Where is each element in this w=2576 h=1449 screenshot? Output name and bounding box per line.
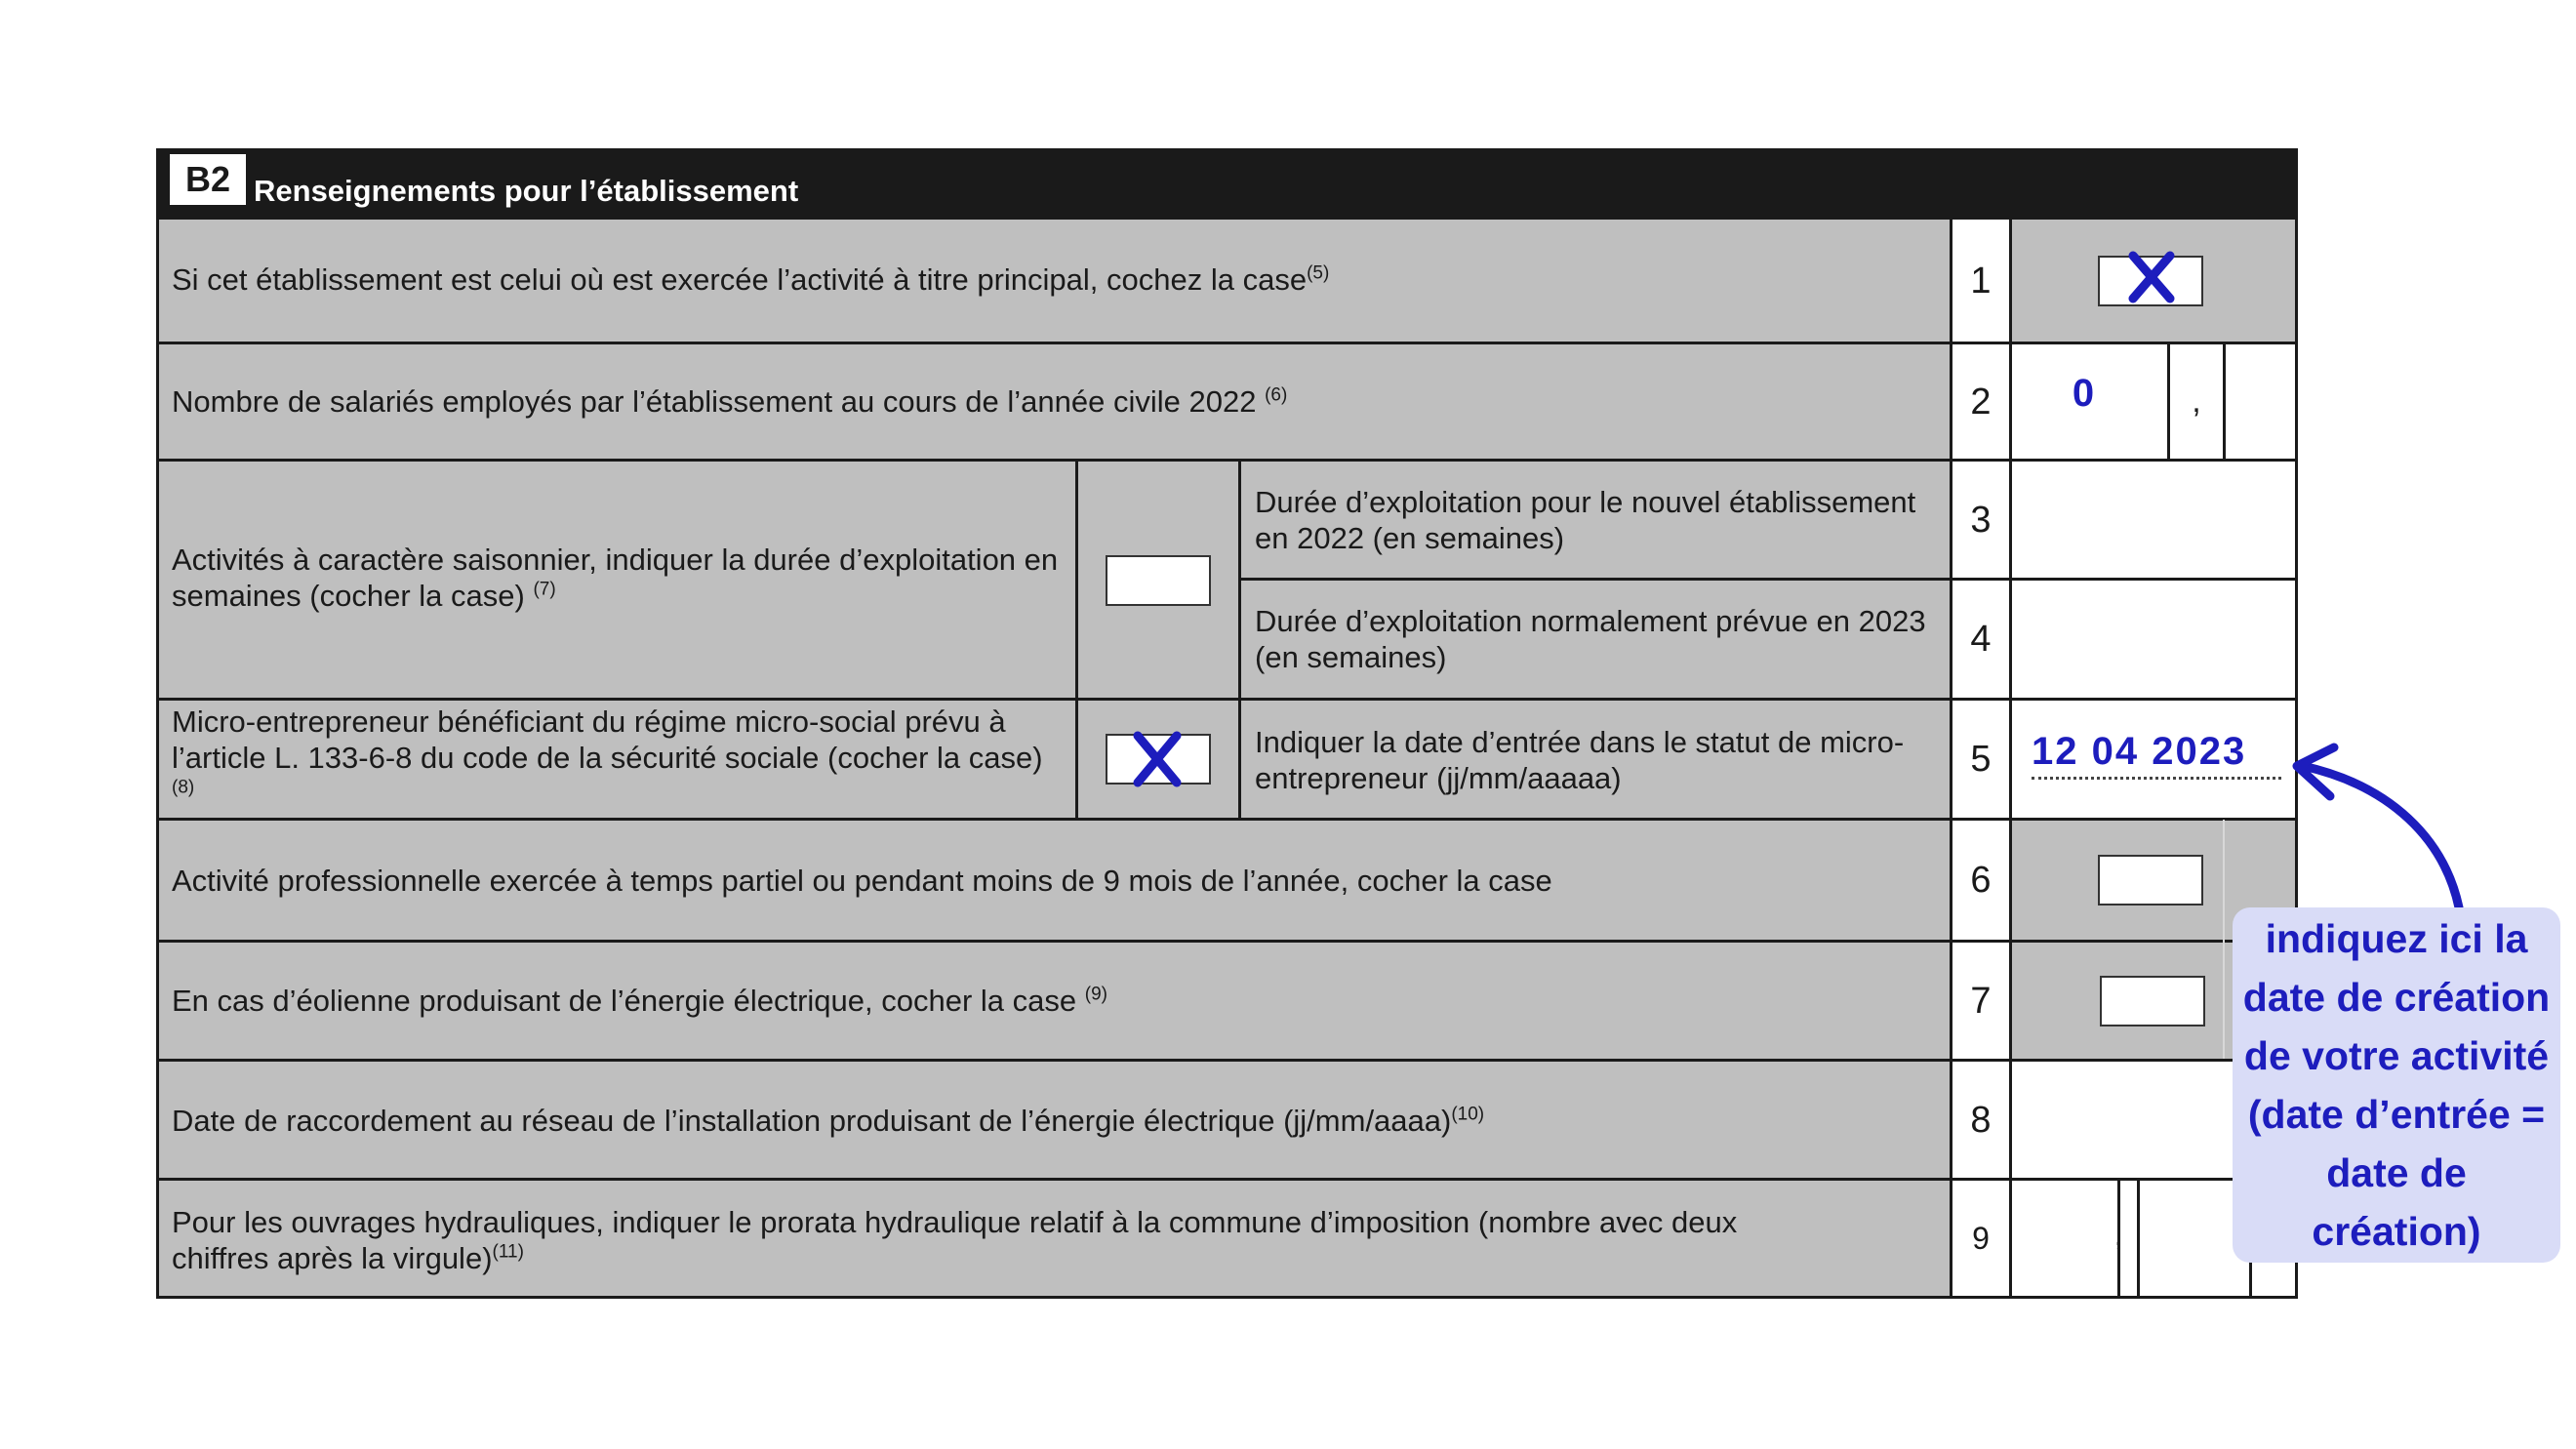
seasonal-activity-label: Activités à caractère saisonnier, indiquer la durée d’exploitation en semaines (cocher la case) $^{(7)}$ [172,543,1059,613]
grid-line [2223,820,2225,1059]
grid-line [2223,342,2226,461]
entry-date-value: 12 04 2023 [2032,730,2247,773]
curved-arrow-icon [2274,742,2469,917]
row-4-label: Durée d’exploitation normalement prévue en 2023 (en semaines) [1255,604,1926,674]
row-9-label: Pour les ouvrages hydrauliques, indiquer le prorata hydraulique relatif à la commune d’imposition (nombre avec deux chiffres après la virgule)$^{(11)}$ [172,1205,1738,1275]
row-5-number: 5 [1970,739,1992,780]
row-6-checkbox[interactable] [2098,855,2203,906]
row-6-number: 6 [1970,860,1992,901]
grid-line [1238,459,1241,820]
grid-line [1075,459,1078,820]
row-6-label: Activité professionnelle exercée à temps partiel ou pendant moins de 9 mois de l’année, cocher la case [172,864,1552,898]
row-7-label: En cas d’éolienne produisant de l’énergie électrique, cocher la case $^{(9)}$ [172,984,1107,1018]
row-4-number: 4 [1970,618,1992,660]
decimal-separator: , [2113,1220,2123,1252]
section-code: B2 [170,154,246,205]
row-3-number: 3 [1970,499,1992,541]
row-1-number: 1 [1970,260,1992,302]
row-7-checkbox[interactable] [2100,976,2205,1026]
row-7-number: 7 [1970,980,1992,1022]
row-8-label: Date de raccordement au réseau de l’installation produisant de l’énergie électrique (jj/mm/aaaa)$^{(10)}$ [172,1104,1485,1138]
annotation-note: indiquez ici la date de création de votre activité (date d’entrée = date de création) [2233,907,2560,1263]
x-mark-icon [1132,730,1183,788]
grid-line [2137,1178,2140,1296]
grid-line [2167,342,2170,461]
section-title: Renseignements pour l’établissement [254,174,799,208]
decimal-separator: , [2192,382,2201,420]
grid-line [1239,578,2298,581]
row-5-label: Indiquer la date d’entrée dans le statut de micro-entrepreneur (jj/mm/aaaaa) [1255,725,1905,795]
row-9-number: 9 [1972,1221,1990,1256]
row-2-label: Nombre de salariés employés par l’établissement au cours de l’année civile 2022 $^{(6)}$ [172,384,1288,419]
row-8-number: 8 [1970,1099,1992,1141]
date-dotted-line [2032,777,2281,780]
seasonal-checkbox[interactable] [1106,555,1211,606]
row-2-number: 2 [1970,381,1992,423]
employee-count-value: 0 [2072,372,2095,415]
micro-entrepreneur-label: Micro-entrepreneur bénéficiant du régime micro-social prévu à l’article L. 133-6-8 du code de la sécurité sociale (cocher la case) $^{(8)}$ [172,704,1043,798]
row-3-label: Durée d’exploitation pour le nouvel établissement en 2022 (en semaines) [1255,485,1916,555]
row-1-label: Si cet établissement est celui où est exercée l’activité à titre principal, cochez la case$^{(5)}$ [172,262,1330,297]
x-mark-icon [2127,250,2176,304]
grid-line [156,217,159,1299]
